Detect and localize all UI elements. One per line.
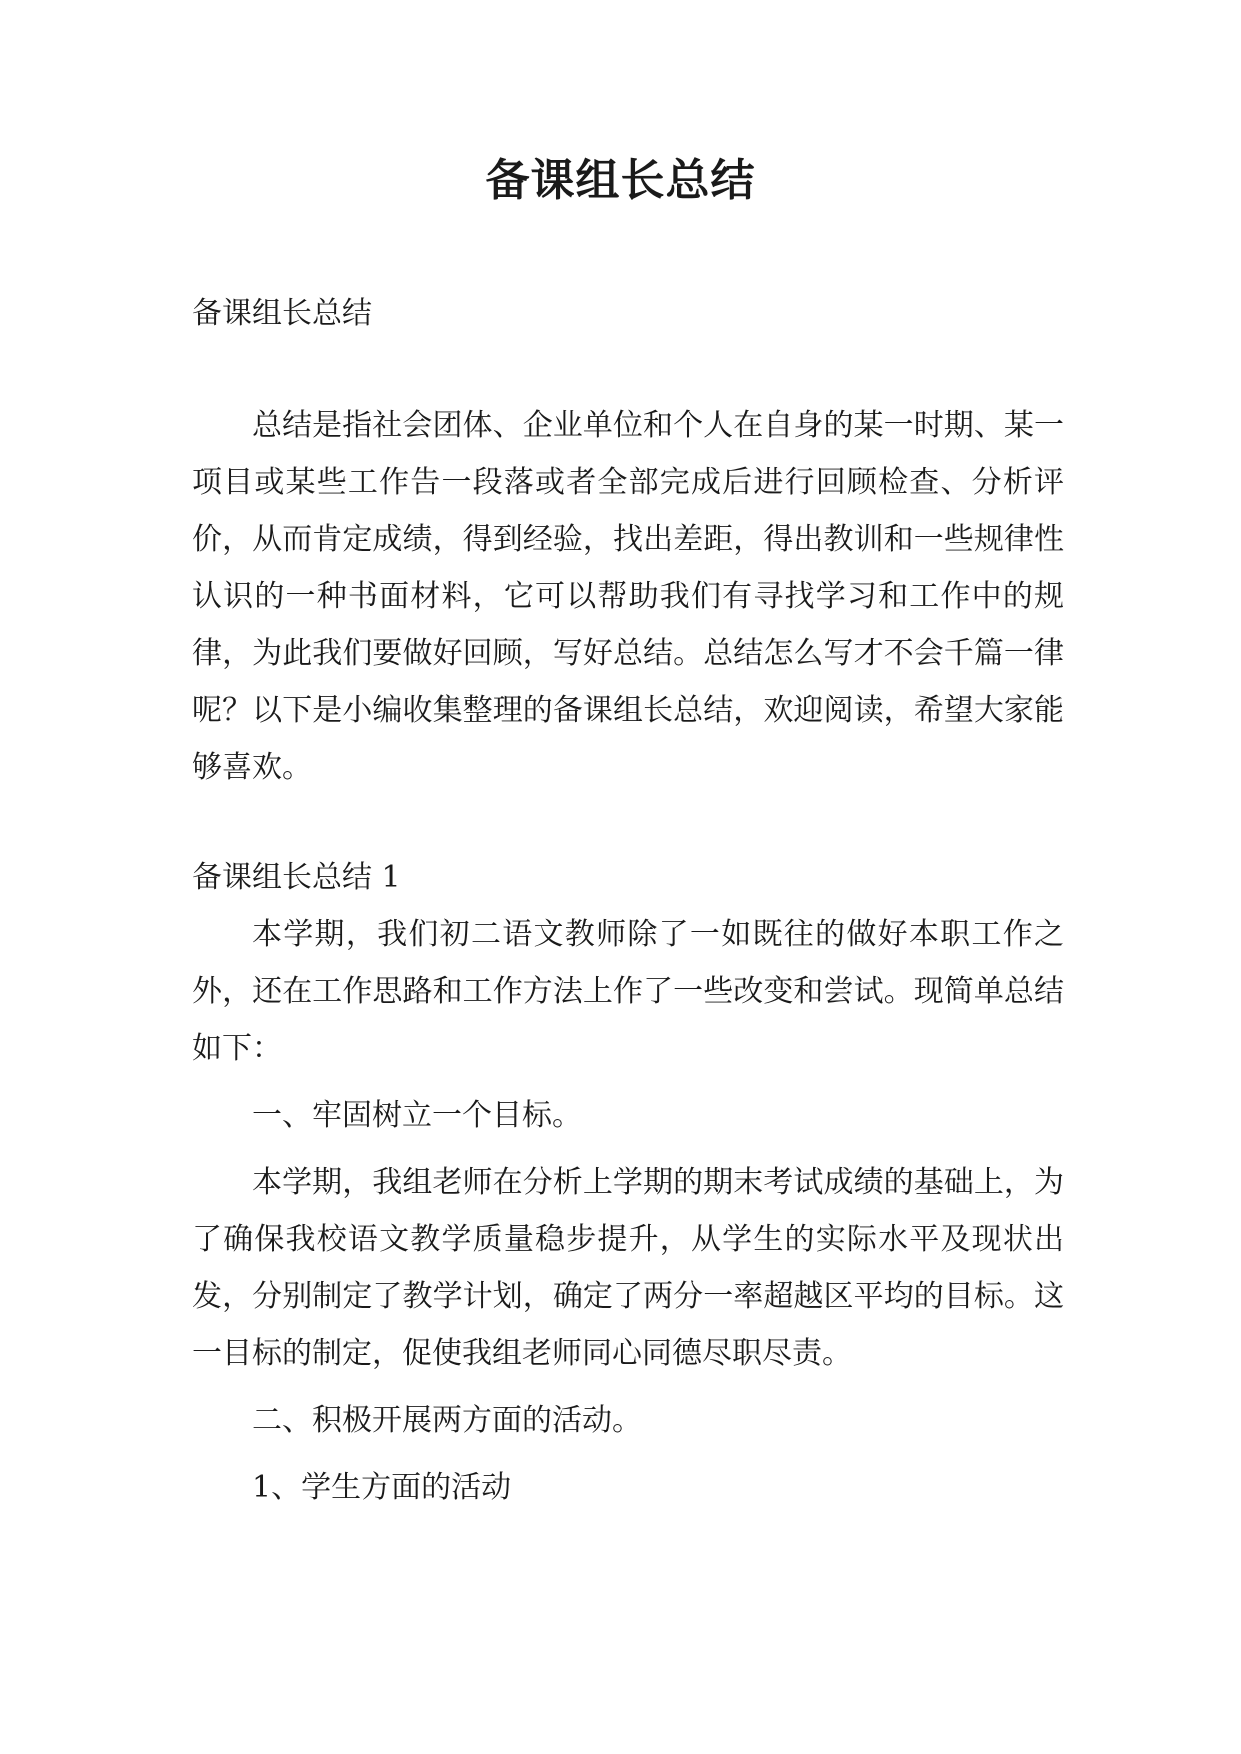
document-subtitle: 备课组长总结 xyxy=(192,296,372,331)
heading-subitem-1: 1、学生方面的活动 xyxy=(252,1470,512,1505)
heading-item-2: 二、积极开展两方面的活动。 xyxy=(252,1403,642,1438)
paragraph-1: 本学期，我们初二语文教师除了一如既往的做好本职工作之外，还在工作思路和工作方法上作了一些改变和尝试。现简单总结如下： xyxy=(192,917,1064,1066)
paragraph-2: 本学期，我组老师在分析上学期的期末考试成绩的基础上，为了确保我校语文教学质量稳步提升，从学生的实际水平及现状出发，分别制定了教学计划，确定了两分一率超越区平均的目标。这一目标的制定，促使我组老师同心同德尽职尽责。 xyxy=(192,1165,1064,1371)
heading-item-1: 一、牢固树立一个目标。 xyxy=(252,1098,582,1133)
section-heading: 备课组长总结 1 xyxy=(192,860,401,895)
intro-paragraph: 总结是指社会团体、企业单位和个人在自身的某一时期、某一项目或某些工作告一段落或者全部完成后进行回顾检查、分析评价，从而肯定成绩，得到经验，找出差距，得出教训和一些规律性认识的一种书面材料，它可以帮助我们有寻找学习和工作中的规律，为此我们要做好回顾，写好总结。总结怎么写才不会千篇一律呢？以下是小编收集整理的备课组长总结，欢迎阅读，希望大家能够喜欢。 xyxy=(192,408,1064,785)
document-title: 备课组长总结 xyxy=(485,155,756,206)
document-body xyxy=(192,285,1064,1516)
